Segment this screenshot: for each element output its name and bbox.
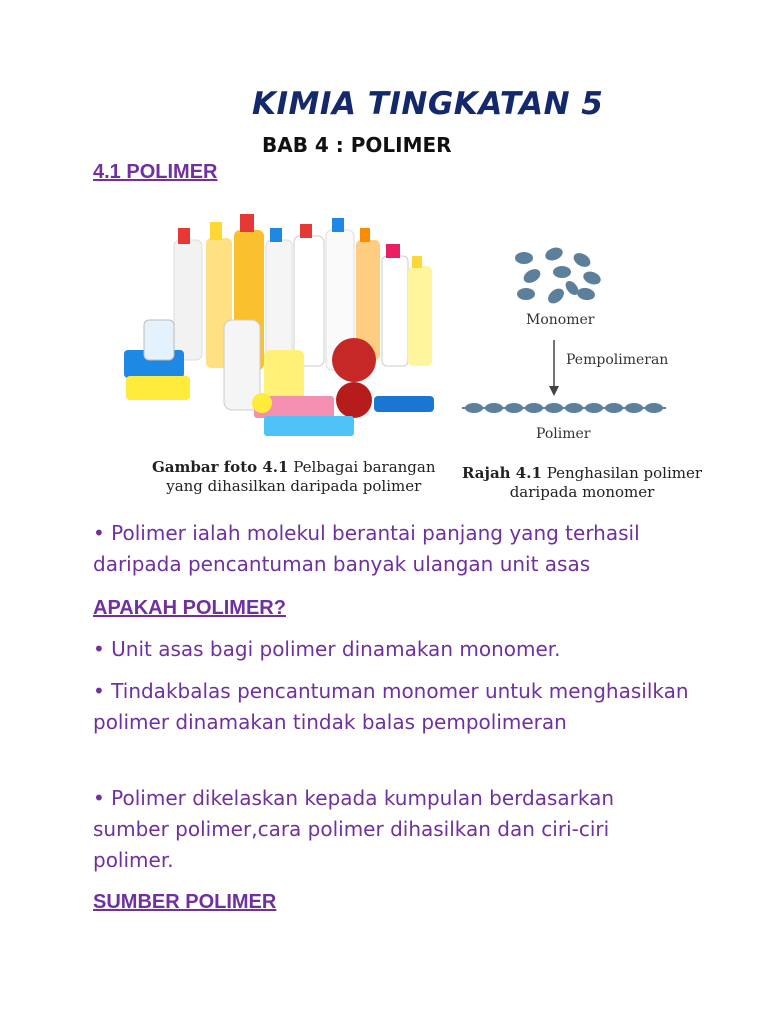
plastic-products-photo [104,200,444,450]
diagram-label-pempolimeran: Pempolimeran [566,352,669,368]
diagram-caption [462,464,702,502]
diagram-caption-text1: Penghasilan polimer [546,464,703,482]
section-heading-polimer: 4.1 POLIMER [93,161,218,183]
diagram-label-monomer: Monomer [526,312,595,328]
section-heading-apakah-polimer: APAKAH POLIMER? [93,597,286,619]
photo-caption-label: Gambar foto 4.1 [152,458,289,476]
section-heading-sumber-polimer: SUMBER POLIMER [93,891,277,913]
paragraph-pempolimeran: • Tindakbalas pencantuman monomer untuk menghasilkan polimer dinamakan tindak balas pempolimeran [93,679,689,734]
polymerization-diagram [454,240,674,440]
figure-polymer [104,200,703,510]
page-title: KIMIA TINGKATAN 5 [252,86,604,122]
photo-caption-text1: Pelbagai barangan [293,458,436,476]
photo-caption-text2: yang dihasilkan daripada polimer [166,477,422,495]
chapter-subtitle: BAB 4 : POLIMER [262,133,452,157]
paragraph-monomer: • Unit asas bagi polimer dinamakan monomer. [93,637,561,661]
photo-caption [152,458,436,496]
diagram-caption-text2: daripada monomer [509,483,655,501]
paragraph-definition: • Polimer ialah molekul berantai panjang yang terhasil daripada pencantuman banyak ulangan unit asas [93,521,640,576]
diagram-label-polimer: Polimer [536,426,591,442]
paragraph-klasifikasi: • Polimer dikelaskan kepada kumpulan berdasarkan sumber polimer,cara polimer dihasilkan dan ciri-ciri polimer. [93,786,615,872]
diagram-caption-label: Rajah 4.1 [462,464,542,482]
